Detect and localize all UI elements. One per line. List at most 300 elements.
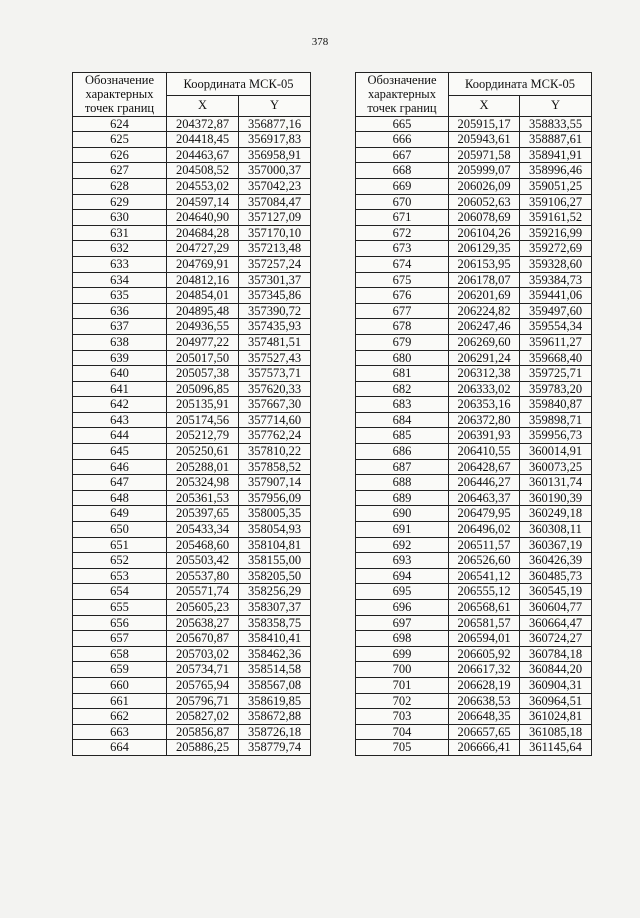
y-coordinate-cell: 360190,39 [520, 490, 592, 506]
table-row [356, 553, 592, 569]
table-row [356, 506, 592, 522]
y-coordinate-cell: 360844,20 [520, 662, 592, 678]
y-coordinate-cell: 358307,37 [239, 600, 311, 616]
point-number-cell: 650 [73, 522, 167, 538]
y-coordinate-cell: 359216,99 [520, 225, 592, 241]
y-coordinate-cell: 359441,06 [520, 288, 592, 304]
x-coordinate-cell: 205915,17 [449, 116, 520, 132]
y-coordinate-cell: 356917,83 [239, 132, 311, 148]
y-coordinate-cell: 359497,60 [520, 303, 592, 319]
table-row [73, 210, 311, 226]
x-coordinate-cell: 206104,26 [449, 225, 520, 241]
point-number-cell: 676 [356, 288, 449, 304]
y-coordinate-cell: 360724,27 [520, 631, 592, 647]
y-coordinate-cell: 358619,85 [239, 693, 311, 709]
y-coordinate-cell: 357527,43 [239, 350, 311, 366]
point-number-cell: 687 [356, 459, 449, 475]
y-coordinate-cell: 357762,24 [239, 428, 311, 444]
y-coordinate-cell: 357858,52 [239, 459, 311, 475]
table-row [73, 350, 311, 366]
x-coordinate-cell: 206428,67 [449, 459, 520, 475]
y-coordinate-cell: 358887,61 [520, 132, 592, 148]
table-row [356, 256, 592, 272]
table-row [73, 147, 311, 163]
table-row [73, 241, 311, 257]
y-coordinate-cell: 357620,33 [239, 381, 311, 397]
y-column-header: Y [239, 95, 311, 116]
point-number-cell: 646 [73, 459, 167, 475]
x-coordinate-cell: 206052,63 [449, 194, 520, 210]
y-coordinate-cell: 360664,47 [520, 615, 592, 631]
table-row [73, 568, 311, 584]
point-number-cell: 652 [73, 553, 167, 569]
point-number-cell: 649 [73, 506, 167, 522]
y-coordinate-cell: 358567,08 [239, 677, 311, 693]
y-coordinate-cell: 359956,73 [520, 428, 592, 444]
y-coordinate-cell: 357481,51 [239, 334, 311, 350]
point-number-cell: 682 [356, 381, 449, 397]
y-coordinate-cell: 356958,91 [239, 147, 311, 163]
y-coordinate-cell: 361024,81 [520, 709, 592, 725]
table-row [356, 459, 592, 475]
y-coordinate-cell: 357170,10 [239, 225, 311, 241]
point-number-cell: 699 [356, 646, 449, 662]
x-coordinate-cell: 204895,48 [167, 303, 239, 319]
table-row [73, 740, 311, 756]
point-number-cell: 697 [356, 615, 449, 631]
point-number-cell: 635 [73, 288, 167, 304]
point-number-cell: 634 [73, 272, 167, 288]
y-coordinate-cell: 361085,18 [520, 724, 592, 740]
table-row [73, 428, 311, 444]
x-column-header: X [167, 95, 239, 116]
point-number-cell: 661 [73, 693, 167, 709]
x-coordinate-cell: 206541,12 [449, 568, 520, 584]
y-coordinate-cell: 358726,18 [239, 724, 311, 740]
y-coordinate-cell: 360545,19 [520, 584, 592, 600]
point-number-cell: 704 [356, 724, 449, 740]
y-coordinate-cell: 360426,39 [520, 553, 592, 569]
point-number-cell: 642 [73, 397, 167, 413]
x-coordinate-cell: 206269,60 [449, 334, 520, 350]
x-coordinate-cell: 205886,25 [167, 740, 239, 756]
y-coordinate-cell: 359272,69 [520, 241, 592, 257]
x-coordinate-cell: 205057,38 [167, 366, 239, 382]
x-coordinate-cell: 206594,01 [449, 631, 520, 647]
point-number-cell: 703 [356, 709, 449, 725]
table-row [73, 444, 311, 460]
table-row [356, 350, 592, 366]
x-coordinate-cell: 206247,46 [449, 319, 520, 335]
point-number-cell: 681 [356, 366, 449, 382]
table-row [73, 724, 311, 740]
table-row [73, 615, 311, 631]
point-number-cell: 690 [356, 506, 449, 522]
y-coordinate-cell: 358358,75 [239, 615, 311, 631]
x-coordinate-cell: 206617,32 [449, 662, 520, 678]
x-coordinate-cell: 205174,56 [167, 412, 239, 428]
table-row [356, 334, 592, 350]
table-row [356, 522, 592, 538]
table-row [73, 366, 311, 382]
point-number-cell: 677 [356, 303, 449, 319]
x-coordinate-cell: 204508,52 [167, 163, 239, 179]
x-coordinate-cell: 206657,65 [449, 724, 520, 740]
x-coordinate-cell: 206333,02 [449, 381, 520, 397]
x-coordinate-cell: 204418,45 [167, 132, 239, 148]
y-coordinate-cell: 358005,35 [239, 506, 311, 522]
x-coordinate-cell: 205135,91 [167, 397, 239, 413]
point-number-cell: 684 [356, 412, 449, 428]
table-row [356, 303, 592, 319]
point-number-cell: 669 [356, 178, 449, 194]
x-coordinate-cell: 206201,69 [449, 288, 520, 304]
y-coordinate-cell: 358410,41 [239, 631, 311, 647]
table-row [356, 163, 592, 179]
point-number-cell: 641 [73, 381, 167, 397]
y-coordinate-cell: 357213,48 [239, 241, 311, 257]
x-coordinate-cell: 205397,65 [167, 506, 239, 522]
x-coordinate-cell: 206463,37 [449, 490, 520, 506]
x-coordinate-cell: 205017,50 [167, 350, 239, 366]
point-number-cell: 672 [356, 225, 449, 241]
y-coordinate-cell: 360964,51 [520, 693, 592, 709]
point-number-cell: 705 [356, 740, 449, 756]
coordinates-table-right [355, 72, 592, 756]
y-coordinate-cell: 357956,09 [239, 490, 311, 506]
x-coordinate-cell: 205096,85 [167, 381, 239, 397]
x-coordinate-cell: 204463,67 [167, 147, 239, 163]
table-row [356, 631, 592, 647]
y-coordinate-cell: 357345,86 [239, 288, 311, 304]
point-number-cell: 639 [73, 350, 167, 366]
y-coordinate-cell: 358462,36 [239, 646, 311, 662]
point-number-cell: 666 [356, 132, 449, 148]
x-coordinate-cell: 206353,16 [449, 397, 520, 413]
x-coordinate-cell: 206372,80 [449, 412, 520, 428]
y-coordinate-cell: 360604,77 [520, 600, 592, 616]
y-coordinate-cell: 358054,93 [239, 522, 311, 538]
point-number-cell: 637 [73, 319, 167, 335]
table-row [356, 178, 592, 194]
point-number-cell: 648 [73, 490, 167, 506]
table-row [73, 132, 311, 148]
x-coordinate-cell: 206666,41 [449, 740, 520, 756]
x-coordinate-cell: 206026,09 [449, 178, 520, 194]
y-coordinate-cell: 358672,88 [239, 709, 311, 725]
point-number-cell: 626 [73, 147, 167, 163]
x-coordinate-cell: 204727,29 [167, 241, 239, 257]
point-number-cell: 654 [73, 584, 167, 600]
table-row [356, 475, 592, 491]
y-coordinate-cell: 358256,29 [239, 584, 311, 600]
point-number-cell: 647 [73, 475, 167, 491]
x-coordinate-cell: 205212,79 [167, 428, 239, 444]
y-coordinate-cell: 359554,34 [520, 319, 592, 335]
x-coordinate-cell: 206291,24 [449, 350, 520, 366]
coordinates-table-body-right [356, 116, 592, 755]
table-row [73, 319, 311, 335]
point-number-cell: 653 [73, 568, 167, 584]
table-row [356, 615, 592, 631]
table-row [356, 662, 592, 678]
table-row [73, 662, 311, 678]
point-number-cell: 698 [356, 631, 449, 647]
x-coordinate-cell: 205537,80 [167, 568, 239, 584]
point-number-cell: 693 [356, 553, 449, 569]
table-row [73, 381, 311, 397]
table-row [73, 256, 311, 272]
x-coordinate-cell: 206410,55 [449, 444, 520, 460]
table-row [356, 147, 592, 163]
point-number-cell: 695 [356, 584, 449, 600]
x-coordinate-cell: 204769,91 [167, 256, 239, 272]
x-coordinate-cell: 205324,98 [167, 475, 239, 491]
point-number-cell: 624 [73, 116, 167, 132]
point-number-cell: 625 [73, 132, 167, 148]
table-row [73, 163, 311, 179]
point-number-cell: 692 [356, 537, 449, 553]
table-row [356, 740, 592, 756]
point-number-cell: 645 [73, 444, 167, 460]
point-number-cell: 688 [356, 475, 449, 491]
point-number-cell: 700 [356, 662, 449, 678]
point-number-cell: 668 [356, 163, 449, 179]
table-row [356, 444, 592, 460]
y-coordinate-cell: 360367,19 [520, 537, 592, 553]
x-coordinate-cell: 206391,93 [449, 428, 520, 444]
x-coordinate-cell: 204936,55 [167, 319, 239, 335]
table-row [73, 272, 311, 288]
point-number-cell: 678 [356, 319, 449, 335]
y-coordinate-cell: 358941,91 [520, 147, 592, 163]
x-coordinate-cell: 206479,95 [449, 506, 520, 522]
table-row [356, 241, 592, 257]
table-row [73, 490, 311, 506]
x-coordinate-cell: 205250,61 [167, 444, 239, 460]
point-number-cell: 656 [73, 615, 167, 631]
point-number-cell: 683 [356, 397, 449, 413]
y-coordinate-cell: 360308,11 [520, 522, 592, 538]
y-coordinate-cell: 359384,73 [520, 272, 592, 288]
y-coordinate-cell: 359898,71 [520, 412, 592, 428]
table-row [356, 568, 592, 584]
table-row [356, 381, 592, 397]
x-coordinate-cell: 204597,14 [167, 194, 239, 210]
y-coordinate-cell: 357390,72 [239, 303, 311, 319]
point-number-cell: 696 [356, 600, 449, 616]
x-coordinate-cell: 205361,53 [167, 490, 239, 506]
x-coordinate-cell: 206555,12 [449, 584, 520, 600]
point-number-cell: 701 [356, 677, 449, 693]
point-number-cell: 659 [73, 662, 167, 678]
point-number-cell: 685 [356, 428, 449, 444]
coordinates-table-body-left [73, 116, 311, 755]
table-row [356, 288, 592, 304]
point-designation-header: Обозначение характерных точек границ [356, 73, 449, 117]
y-coordinate-cell: 359161,52 [520, 210, 592, 226]
point-number-cell: 657 [73, 631, 167, 647]
x-coordinate-cell: 205571,74 [167, 584, 239, 600]
point-number-cell: 640 [73, 366, 167, 382]
table-row [356, 490, 592, 506]
y-coordinate-cell: 357042,23 [239, 178, 311, 194]
y-coordinate-cell: 360784,18 [520, 646, 592, 662]
y-coordinate-cell: 357573,71 [239, 366, 311, 382]
x-coordinate-cell: 205670,87 [167, 631, 239, 647]
x-coordinate-cell: 204372,87 [167, 116, 239, 132]
x-coordinate-cell: 205288,01 [167, 459, 239, 475]
y-coordinate-cell: 358205,50 [239, 568, 311, 584]
point-number-cell: 680 [356, 350, 449, 366]
point-number-cell: 689 [356, 490, 449, 506]
table-row [73, 334, 311, 350]
y-coordinate-cell: 359840,87 [520, 397, 592, 413]
x-coordinate-cell: 206446,27 [449, 475, 520, 491]
y-coordinate-cell: 360485,73 [520, 568, 592, 584]
x-coordinate-cell: 205468,60 [167, 537, 239, 553]
point-number-cell: 702 [356, 693, 449, 709]
point-number-cell: 662 [73, 709, 167, 725]
y-coordinate-cell: 360073,25 [520, 459, 592, 475]
y-coordinate-cell: 359783,20 [520, 381, 592, 397]
table-row [356, 225, 592, 241]
table-row [356, 412, 592, 428]
point-number-cell: 664 [73, 740, 167, 756]
table-row [356, 319, 592, 335]
point-number-cell: 665 [356, 116, 449, 132]
point-number-cell: 671 [356, 210, 449, 226]
point-number-cell: 679 [356, 334, 449, 350]
table-row [356, 693, 592, 709]
y-coordinate-cell: 357667,30 [239, 397, 311, 413]
y-coordinate-cell: 356877,16 [239, 116, 311, 132]
y-coordinate-cell: 358155,00 [239, 553, 311, 569]
x-coordinate-cell: 205971,58 [449, 147, 520, 163]
x-coordinate-cell: 204640,90 [167, 210, 239, 226]
table-row [73, 553, 311, 569]
y-coordinate-cell: 358833,55 [520, 116, 592, 132]
x-coordinate-cell: 205433,34 [167, 522, 239, 538]
table-row [356, 709, 592, 725]
table-row [73, 584, 311, 600]
table-row [73, 178, 311, 194]
table-row [73, 677, 311, 693]
y-coordinate-cell: 359106,27 [520, 194, 592, 210]
coordinate-system-header: Координата МСК-05 [449, 73, 592, 96]
point-number-cell: 686 [356, 444, 449, 460]
y-coordinate-cell: 358996,46 [520, 163, 592, 179]
table-row [73, 116, 311, 132]
table-row [356, 584, 592, 600]
x-coordinate-cell: 205638,27 [167, 615, 239, 631]
x-coordinate-cell: 205765,94 [167, 677, 239, 693]
coordinate-system-header: Координата МСК-05 [167, 73, 311, 96]
x-coordinate-cell: 204812,16 [167, 272, 239, 288]
x-coordinate-cell: 206129,35 [449, 241, 520, 257]
x-coordinate-cell: 206628,19 [449, 677, 520, 693]
table-row [356, 116, 592, 132]
point-number-cell: 658 [73, 646, 167, 662]
table-row [73, 693, 311, 709]
x-coordinate-cell: 206526,60 [449, 553, 520, 569]
table-row [73, 709, 311, 725]
point-number-cell: 660 [73, 677, 167, 693]
point-number-cell: 691 [356, 522, 449, 538]
table-row [356, 428, 592, 444]
x-coordinate-cell: 204854,01 [167, 288, 239, 304]
table-row [73, 506, 311, 522]
y-coordinate-cell: 360249,18 [520, 506, 592, 522]
x-coordinate-cell: 206078,69 [449, 210, 520, 226]
x-coordinate-cell: 206312,38 [449, 366, 520, 382]
x-coordinate-cell: 206511,57 [449, 537, 520, 553]
table-row [356, 537, 592, 553]
point-number-cell: 675 [356, 272, 449, 288]
table-row [73, 397, 311, 413]
x-coordinate-cell: 204684,28 [167, 225, 239, 241]
x-coordinate-cell: 206178,07 [449, 272, 520, 288]
table-row [356, 272, 592, 288]
x-coordinate-cell: 205827,02 [167, 709, 239, 725]
x-coordinate-cell: 205734,71 [167, 662, 239, 678]
x-coordinate-cell: 204553,02 [167, 178, 239, 194]
point-number-cell: 673 [356, 241, 449, 257]
point-number-cell: 663 [73, 724, 167, 740]
table-row [73, 646, 311, 662]
y-coordinate-cell: 360014,91 [520, 444, 592, 460]
x-coordinate-cell: 205943,61 [449, 132, 520, 148]
table-row [73, 537, 311, 553]
y-coordinate-cell: 357714,60 [239, 412, 311, 428]
point-number-cell: 632 [73, 241, 167, 257]
table-row [73, 475, 311, 491]
y-coordinate-cell: 357435,93 [239, 319, 311, 335]
table-row [73, 303, 311, 319]
page-number: 378 [311, 36, 329, 48]
y-coordinate-cell: 359611,27 [520, 334, 592, 350]
table-row [73, 194, 311, 210]
table-row [356, 366, 592, 382]
y-coordinate-cell: 359051,25 [520, 178, 592, 194]
table-row [356, 397, 592, 413]
x-coordinate-cell: 206581,57 [449, 615, 520, 631]
table-row [356, 210, 592, 226]
x-coordinate-cell: 206605,92 [449, 646, 520, 662]
table-row [73, 412, 311, 428]
y-coordinate-cell: 358514,58 [239, 662, 311, 678]
point-number-cell: 643 [73, 412, 167, 428]
y-coordinate-cell: 357000,37 [239, 163, 311, 179]
point-number-cell: 670 [356, 194, 449, 210]
table-row [356, 194, 592, 210]
x-coordinate-cell: 205856,87 [167, 724, 239, 740]
x-coordinate-cell: 206153,95 [449, 256, 520, 272]
x-coordinate-cell: 206568,61 [449, 600, 520, 616]
point-number-cell: 674 [356, 256, 449, 272]
x-coordinate-cell: 206496,02 [449, 522, 520, 538]
x-column-header: X [449, 95, 520, 116]
table-row [73, 522, 311, 538]
table-row [356, 677, 592, 693]
table-row [356, 132, 592, 148]
point-number-cell: 629 [73, 194, 167, 210]
y-coordinate-cell: 357257,24 [239, 256, 311, 272]
table-row [356, 724, 592, 740]
y-coordinate-cell: 357810,22 [239, 444, 311, 460]
table-row [73, 225, 311, 241]
point-number-cell: 628 [73, 178, 167, 194]
